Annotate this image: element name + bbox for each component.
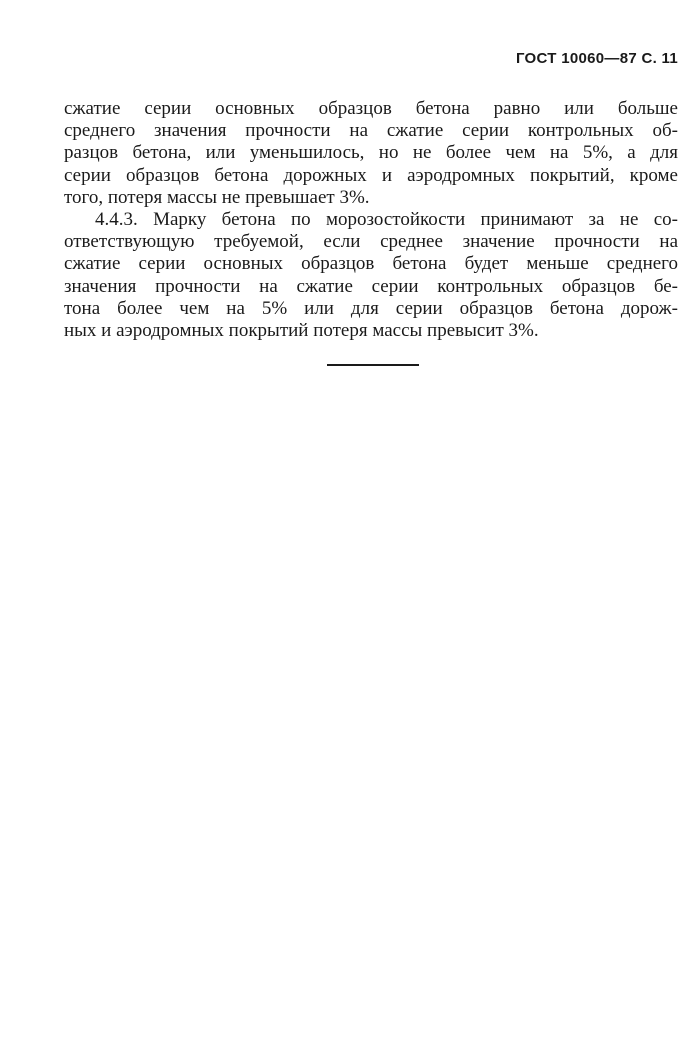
- text-line: среднего значения прочности на сжатие серии контрольных об-: [64, 120, 678, 142]
- text-line: того, потеря массы не превышает 3%.: [64, 186, 370, 208]
- paragraph-continuation: [64, 98, 678, 209]
- paragraph-4-4-3: [64, 209, 678, 342]
- text-line: сжатие серии основных образцов бетона будет меньше среднего: [64, 253, 678, 275]
- text-line: разцов бетона, или уменьшилось, но не более чем на 5%, а для: [64, 142, 678, 164]
- text-line: значения прочности на сжатие серии контрольных образцов бе-: [64, 275, 678, 297]
- text-line: тона более чем на 5% или для серии образцов бетона дорож-: [64, 297, 678, 319]
- body-text: [64, 98, 678, 342]
- text-line: 4.4.3. Марку бетона по морозостойкости принимают за не со-: [95, 209, 678, 231]
- text-line: серии образцов бетона дорожных и аэродромных покрытий, кроме: [64, 164, 678, 186]
- page-header: ГОСТ 10060—87 С. 11: [515, 50, 678, 67]
- text-line: ответствующую требуемой, если среднее значение прочности на: [64, 231, 678, 253]
- text-line: ных и аэродромных покрытий потеря массы превысит 3%.: [64, 320, 539, 342]
- text-line: сжатие серии основных образцов бетона равно или больше: [64, 98, 678, 119]
- end-rule-divider: [327, 364, 419, 366]
